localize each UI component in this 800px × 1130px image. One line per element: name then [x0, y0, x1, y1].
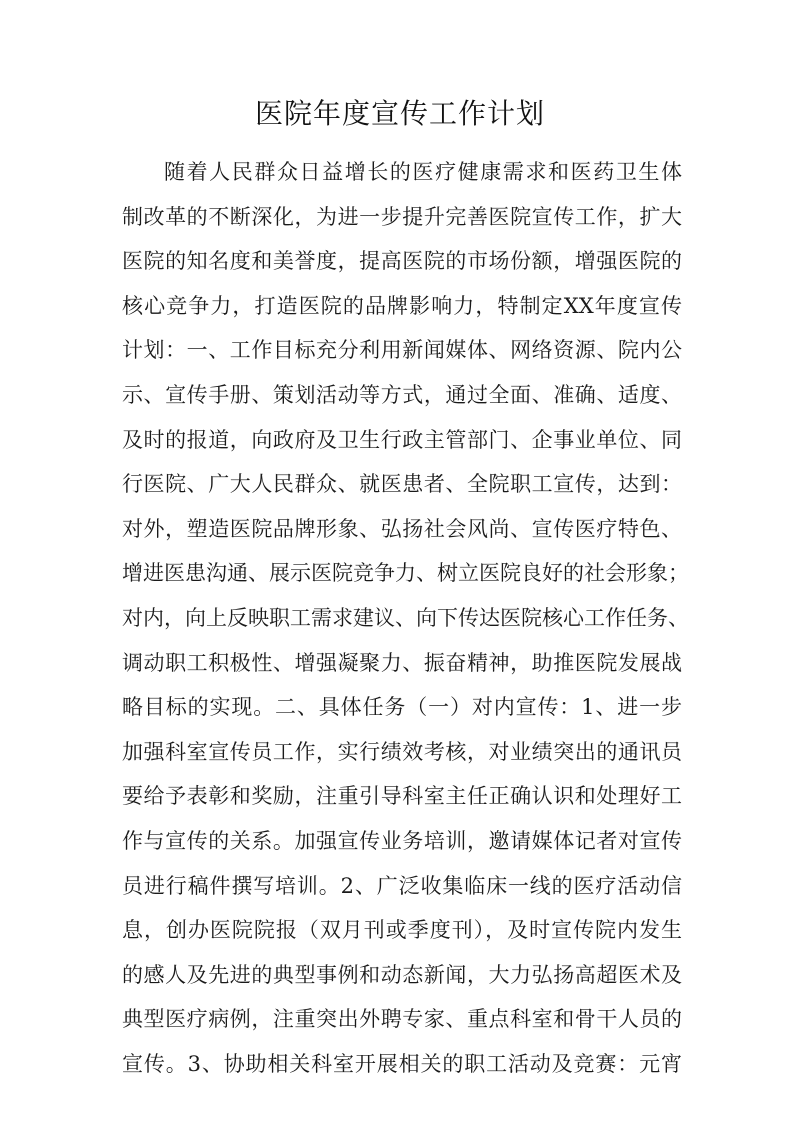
body-line: 略目标的实现。二、具体任务（一）对内宣传：1、进一步 — [122, 695, 682, 720]
document-body — [122, 150, 689, 1086]
body-line: 示、宣传手册、策划活动等方式，通过全面、准确、适度、 — [122, 382, 682, 407]
body-line: 宣传。3、协助相关科室开展相关的职工活动及竞赛：元宵 — [122, 1051, 682, 1076]
body-line: 典型医疗病例，注重突出外聘专家、重点科室和骨干人员的 — [122, 1007, 682, 1032]
body-line: 对外，塑造医院品牌形象、弘扬社会风尚、宣传医疗特色、 — [122, 516, 682, 541]
body-line: 核心竞争力，打造医院的品牌影响力，特制定XX年度宣传 — [122, 293, 682, 318]
body-line: 调动职工积极性、增强凝聚力、振奋精神，助推医院发展战 — [122, 650, 682, 675]
body-line: 增进医患沟通、展示医院竞争力、树立医院良好的社会形象； — [122, 561, 689, 586]
body-line: 行医院、广大人民群众、就医患者、全院职工宣传，达到： — [122, 472, 682, 497]
body-line: 要给予表彰和奖励，注重引导科室主任正确认识和处理好工 — [122, 784, 682, 809]
body-line: 计划：一、工作目标充分利用新闻媒体、网络资源、院内公 — [122, 338, 682, 363]
body-line: 作与宣传的关系。加强宣传业务培训，邀请媒体记者对宣传 — [122, 828, 682, 853]
body-line: 加强科室宣传员工作，实行绩效考核，对业绩突出的通讯员 — [122, 739, 682, 764]
body-line: 对内，向上反映职工需求建议、向下传达医院核心工作任务、 — [122, 605, 689, 630]
body-line: 及时的报道，向政府及卫生行政主管部门、企事业单位、同 — [122, 427, 682, 452]
document-title: 医院年度宣传工作计划 — [254, 97, 545, 130]
body-line: 息，创办医院院报（双月刊或季度刊），及时宣传院内发生 — [122, 918, 682, 943]
body-line: 员进行稿件撰写培训。2、广泛收集临床一线的医疗活动信 — [122, 873, 682, 898]
body-line: 医院的知名度和美誉度，提高医院的市场份额，增强医院的 — [122, 249, 682, 274]
body-line: 制改革的不断深化，为进一步提升完善医院宣传工作，扩大 — [122, 204, 682, 229]
body-line: 的感人及先进的典型事例和动态新闻，大力弘扬高超医术及 — [122, 962, 682, 987]
body-line: 随着人民群众日益增长的医疗健康需求和医药卫生体 — [164, 160, 682, 184]
